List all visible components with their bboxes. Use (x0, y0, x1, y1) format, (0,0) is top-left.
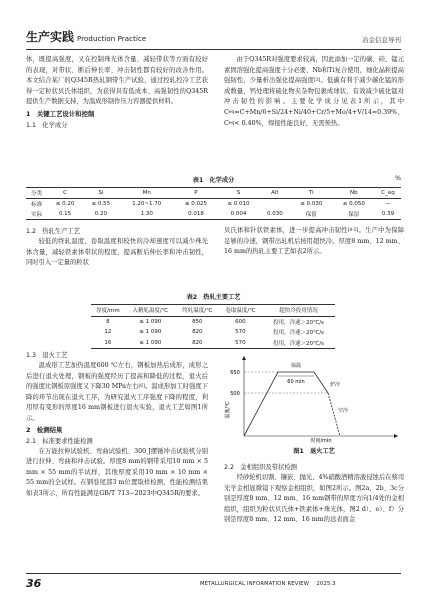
table-row (26, 209, 401, 220)
table-cell: ≤ 1 090 (139, 329, 162, 336)
x-axis-arrow (394, 434, 398, 438)
table-cell: 投用，冷速＞20℃/s (273, 330, 324, 337)
table-cell (260, 199, 290, 210)
table-cell: 12 (104, 329, 112, 336)
table-cell: 0.030 (260, 209, 290, 220)
table-header-row (91, 305, 335, 317)
y-tick-650: 650 (230, 370, 240, 376)
table-cell: 1.20~1.70 (132, 201, 162, 207)
text-run: 温成形工艺加热温度600 ℃左右，钢板加热后成形，成形之后进行退火处理，钢板的强度经历了提高和降低的过程，退火后的强度比钢板原强度又下降30 MPa左右 (26, 362, 208, 391)
heading-1-3: 1.3 退火工艺 (26, 352, 68, 359)
text-run: < 0.40%，焊接性能良好，无需预热。 (234, 119, 344, 127)
air-cool-label: 空冷 (338, 408, 349, 414)
table-header-cell: 终轧温度/℃ (176, 305, 219, 317)
testing-paragraph: 在万能拉伸试验机、弯曲试验机、300 J摆锤冲击试验机分别进行拉伸、弯曲和冲击试验。厚度8 mm的钢带采用10 mm × 5 mm × 55 mm的半试样，其他厚度采用10 mm × 10 mm × 55 mm的全试样。在钢卷尾部3 m位置取样检测，性能检测结果如表3所示，所有性能满足GB/T 713−2023中Q345R的要求。 (26, 447, 208, 497)
right-column-mid (224, 226, 404, 258)
table-row (91, 327, 335, 338)
table-cell: 8 (106, 318, 110, 325)
footer-journal (200, 581, 336, 587)
annealing-curve-figure (226, 352, 404, 442)
table-cell: ≤ 0.010 (227, 201, 250, 207)
hold-time-label: 60 min (287, 379, 305, 385)
heading-1-2: 1.2 热轧生产工艺 (26, 228, 81, 235)
table-header-cell: 入精轧温度/℃ (125, 305, 176, 317)
furnace-cool-label: 炉冷 (330, 382, 341, 388)
text-run: 。低碳有利于减少碳化锰的形成数量，钙处理将硫化物夹杂物包裹成球状，有效减少硫化锰对冲击韧性的影响。主要化学成分见表1所示，其中C (224, 77, 405, 116)
table-header-cell: Mn (119, 188, 175, 199)
table-cell: 16 (91, 338, 125, 349)
citation: [3] (314, 78, 321, 84)
table-cell: 0.004 (217, 209, 260, 220)
left-column-mid (26, 226, 208, 269)
left-column-top (26, 55, 208, 131)
section-title-en: Production Practice (77, 35, 147, 43)
footer-issue: 2025.3 (316, 581, 336, 587)
x-axis-label: 时间/min (310, 438, 332, 444)
citation: [4-5] (347, 228, 359, 233)
header-rule (26, 49, 401, 50)
table-header-cell: 分类 (26, 188, 47, 199)
table-header-cell: C (47, 188, 83, 199)
table-header-cell: 超快冷投用情况 (262, 305, 335, 317)
subscript-eq: eq (228, 109, 235, 115)
table-cell: ≤ 0.55 (91, 201, 111, 207)
table-cell: 0.15 (47, 209, 83, 220)
metallography-paragraph: 经砂轮机切割、镶嵌、抛光、4%硝酸酒精溶液侵蚀后在蔡司光学金相显微镜下观察金相组织，如图2所示。图2a、2b、3c分别是厚度8 mm、12 mm、16 mm钢带的厚度方向1/4处的金相组织，组织为粒状贝氏体+铁素体+珠光体，图2 d）、e）、f）分别是厚度8 mm、12 mm、16 mm的远表面金 (224, 474, 405, 524)
page-header (26, 31, 401, 47)
table-cell: 1.30 (119, 209, 175, 220)
table-header-cell: 卷取温度/℃ (219, 305, 262, 317)
table-cell: 0.018 (175, 209, 218, 220)
table-header-cell: C_eq (375, 188, 401, 199)
subscript-eq: eq (228, 120, 235, 126)
heading-1: 1 关键工艺设计和控制 (26, 109, 95, 118)
rolling-paragraph: 较低的终轧温度、卷取温度和较快的冷却速度可以减少珠光体含量，减轻铁素体带状的程度，提高断后伸长率和冲击韧性，同时引入一定量的粒状 (26, 238, 208, 267)
table-1-title: 表1 化学成分 (192, 177, 235, 184)
heating-holding-curve (244, 372, 328, 436)
heading-2-1: 2.1 标准要求性能检测 (26, 437, 93, 445)
text-run: 。温成形加工时强度下降的环节出现在退火工序，为研究退火工序强度下降的程度，利用厚有变形的厚度16 mm钢板进行退火实验，退火工艺如图1所示。 (26, 383, 209, 422)
table-1-unit: % (395, 175, 401, 182)
right-column-top (224, 55, 404, 129)
table-cell: ≤ 0.025 (184, 201, 208, 207)
table-1 (26, 187, 401, 220)
text-run: 贝氏体和针状铁素体，进一步提高冲击韧性 (224, 227, 348, 234)
heading-2-2: 2.2 金相组织及带状检测 (224, 464, 297, 471)
table-row (26, 199, 401, 210)
table-cell: 820 (176, 338, 219, 349)
table-header-cell: Alt (260, 188, 290, 199)
y-axis-arrow (242, 356, 246, 360)
page-footer (26, 577, 401, 591)
table-cell: ≤ 0.030 (300, 201, 323, 207)
table-cell: ≤ 0.050 (342, 201, 365, 207)
anneal-paragraph (26, 361, 208, 425)
table-cell: 0.20 (83, 209, 119, 220)
citation: [6] (138, 384, 145, 390)
table-cell: 570 (219, 338, 262, 349)
table-cell: 570 (235, 329, 246, 336)
table-2-title: 表2 热轧主要工艺 (186, 294, 241, 301)
table-cell: 保留 (333, 209, 376, 220)
table-cell: 标准 (31, 202, 43, 208)
y-tick-500: 500 (230, 391, 240, 397)
table-header-cell: Ti (290, 188, 333, 199)
table-cell: 投用，冷速＞20℃/s (262, 338, 335, 349)
intro-paragraph: 体，既提高强度，又在控制珠光体含量、减轻带状等方面有较好的表现，对带状、断后伸长率、冲击韧性都有较好的改善作用。本文结合某厂的Q345R热轧钢带生产试验，通过控轧控冷工艺获得一定粒状贝氏体组织，为获得具有低成本、高强韧性的Q345R提供生产数据支持，为温成形制作压力容器提供材料。 (26, 56, 208, 106)
y-axis-label: 温度/℃ (225, 401, 231, 419)
text-run: 。生产中为保障足够的冷速，钢带出轧机后按用超快冷。厚度8 mm、12 mm、16 mm的热轧主要工艺如表2所示。 (224, 227, 405, 256)
table-header-cell: Si (83, 188, 119, 199)
table-cell: 实际 (26, 209, 47, 220)
composition-paragraph (224, 55, 404, 129)
table-row (91, 338, 335, 349)
table-cell: ≤ 1 090 (139, 318, 162, 325)
journal-name: 冶金信息导刊 (362, 36, 401, 44)
text-run: 由于Q345R对强度要求较高，因此添加一定的碳、硅、锰元素固溶强化提高强度十分必要，Nb和Ti复合使用，细化晶粒提高强韧性，少量析出强化提高强度 (224, 56, 404, 85)
figure-1-caption: 图1 退火工艺 (293, 448, 335, 455)
table-1-caption (26, 175, 401, 184)
table-cell: — (385, 201, 391, 207)
table-header-row (26, 188, 401, 199)
table-cell: 850 (192, 318, 203, 325)
heading-1-1: 1.1 化学成分 (26, 121, 68, 129)
section-title-zh: 生产实践 (26, 30, 75, 44)
table-2 (91, 304, 335, 349)
right-column-bottom (224, 462, 404, 526)
table-cell: ≤ 1 090 (125, 338, 176, 349)
table-cell: 投用，冷速＞20℃/s (273, 319, 324, 326)
hold-label: 保温 (290, 363, 302, 369)
footer-journal-name: METALLURGICAL INFORMATION REVIEW (200, 581, 310, 587)
text-run: =C+Mn/6+Si/24+Ni/40+Cr/5+Mo/4+V/14≈0.39%，C (224, 108, 404, 127)
footer-rule (26, 573, 401, 574)
table-header-cell: P (175, 188, 218, 199)
table-row (91, 316, 335, 327)
heading-2: 2 检测结果 (26, 425, 63, 434)
table-cell: 600 (235, 318, 246, 325)
table-cell: 0.39 (375, 209, 401, 220)
rolling-paragraph-cont (224, 226, 404, 258)
table-cell: ≤ 0.20 (55, 201, 75, 207)
table-cell: 保留 (290, 209, 333, 220)
table-header-cell: Nb (333, 188, 376, 199)
left-column-bottom (26, 350, 208, 500)
section-title (26, 28, 146, 45)
table-header-cell: S (217, 188, 260, 199)
table-cell: 820 (192, 329, 203, 336)
page-number: 36 (26, 577, 42, 590)
table-2-caption (26, 292, 401, 301)
table-header-cell: 厚度/mm (91, 305, 125, 317)
air-cooling-curve (328, 393, 340, 436)
